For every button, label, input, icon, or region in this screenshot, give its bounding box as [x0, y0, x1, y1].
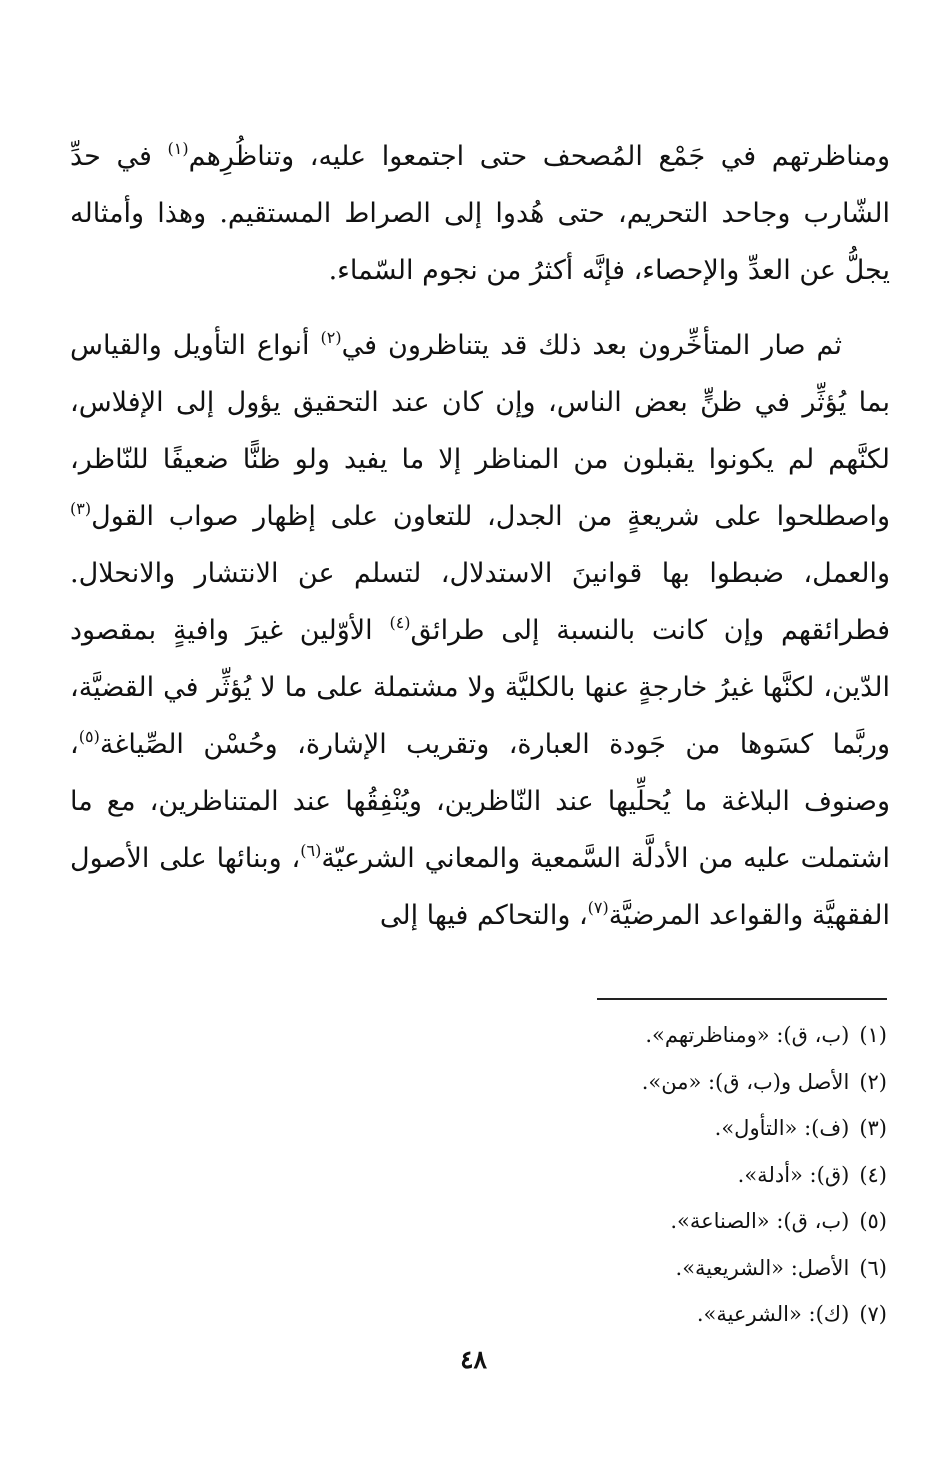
footnote-item: [400, 1105, 887, 1152]
paragraph-1: [70, 128, 890, 299]
footnote-number: (٢): [859, 1069, 887, 1094]
footnote-number: (٥): [859, 1209, 887, 1233]
footnote-text: (ك): «الشرعية».: [696, 1302, 850, 1326]
page-number: ٤٨: [460, 1345, 487, 1374]
text-segment: ، وصنوف البلاغة ما يُحلِّيها عند النّاظرين، ويُنْفِقُها عند المتناظرين، مع ما اشتملت عليه من الأدلَّة السَّمعية والمعاني الشرعيّة: [70, 729, 890, 874]
footnote-text: الأصل و(ب، ق): «من».: [641, 1069, 850, 1094]
footnote-item: [400, 1291, 887, 1338]
footnote-ref: (٥): [78, 727, 100, 746]
text-segment: في حدِّ الشّارب وجاحد التحريم، حتى هُدوا إلى الصراط المستقيم. وهذا وأمثاله يجلُّ عن العدِّ والإحصاء، فإنَّه أكثرُ من نجوم السّماء.: [70, 141, 890, 286]
text-segment: الأوّلين غيرَ وافيةٍ بمقصود الدّين، لكنَّها غيرُ خارجةٍ عنها بالكليَّة ولا مشتملة على ما لا يُؤثِّر في القضيَّة، وربَّما كسَوها من جَودة العبارة، وتقريب الإشارة، وحُسْن الصِّياغة: [70, 615, 890, 760]
footnote-item: [400, 1245, 887, 1292]
text-segment: أنواع التأويل والقياس بما يُؤثِّر في ظنٍّ بعض الناس، وإن كان عند التحقيق يؤول إلى الإفلاس، لكنَّهم لم يكونوا يقبلون من المناظر إلا ما يفيد ولو ظنًّا ضعيفًا للنّاظر، واصطلحوا على شريعةٍ من الجدل، للتعاون على إظهار صواب القول: [70, 330, 890, 532]
footnote-number: (٦): [859, 1255, 887, 1280]
paragraph-2: [70, 317, 890, 944]
footnote-ref: (١): [167, 139, 189, 158]
footnote-number: (١): [859, 1023, 887, 1047]
text-segment: ومناظرتهم في جَمْع المُصحف حتى اجتمعوا عليه، وتناظُرِهم: [188, 141, 890, 172]
footnote-ref: (٢): [320, 328, 342, 347]
text-segment: ثم صار المتأخِّرون بعد ذلك قد يتناظرون في: [341, 330, 843, 361]
footnote-item: [400, 1198, 887, 1245]
main-text: [70, 128, 890, 944]
footnote-ref: (٧): [587, 898, 609, 917]
footnote-number: (٤): [859, 1162, 887, 1187]
footnote-number: (٧): [859, 1302, 887, 1326]
text-segment: ، والتحاكم فيها إلى: [379, 900, 588, 931]
text-segment: والعمل، ضبطوا بها قوانينَ الاستدلال، لتسلم عن الانتشار والانحلال. فطرائقهم وإن كانت بالنسبة إلى طرائق: [70, 558, 890, 646]
footnote-text: (ق): «أدلة».: [737, 1162, 850, 1187]
footnote-number: (٣): [859, 1116, 887, 1140]
footnote-text: (ب، ق): «ومناظرتهم».: [645, 1023, 850, 1047]
footnote-item: [400, 1152, 887, 1199]
footnote-ref: (٤): [389, 613, 411, 632]
footnote-ref: (٣): [70, 499, 92, 518]
footnotes: [400, 1012, 887, 1338]
footnote-text: (ب، ق): «الصناعة».: [670, 1209, 850, 1233]
footnote-text: (ف): «التأول».: [714, 1116, 850, 1140]
footnote-text: الأصل: «الشريعية».: [675, 1255, 850, 1280]
footnote-separator: [597, 998, 887, 1000]
footnote-item: [400, 1059, 887, 1106]
text-segment: ، وبنائها على الأصول الفقهيَّة والقواعد المرضيَّة: [70, 843, 890, 931]
footnote-ref: (٦): [300, 841, 322, 860]
footnote-item: [400, 1012, 887, 1059]
